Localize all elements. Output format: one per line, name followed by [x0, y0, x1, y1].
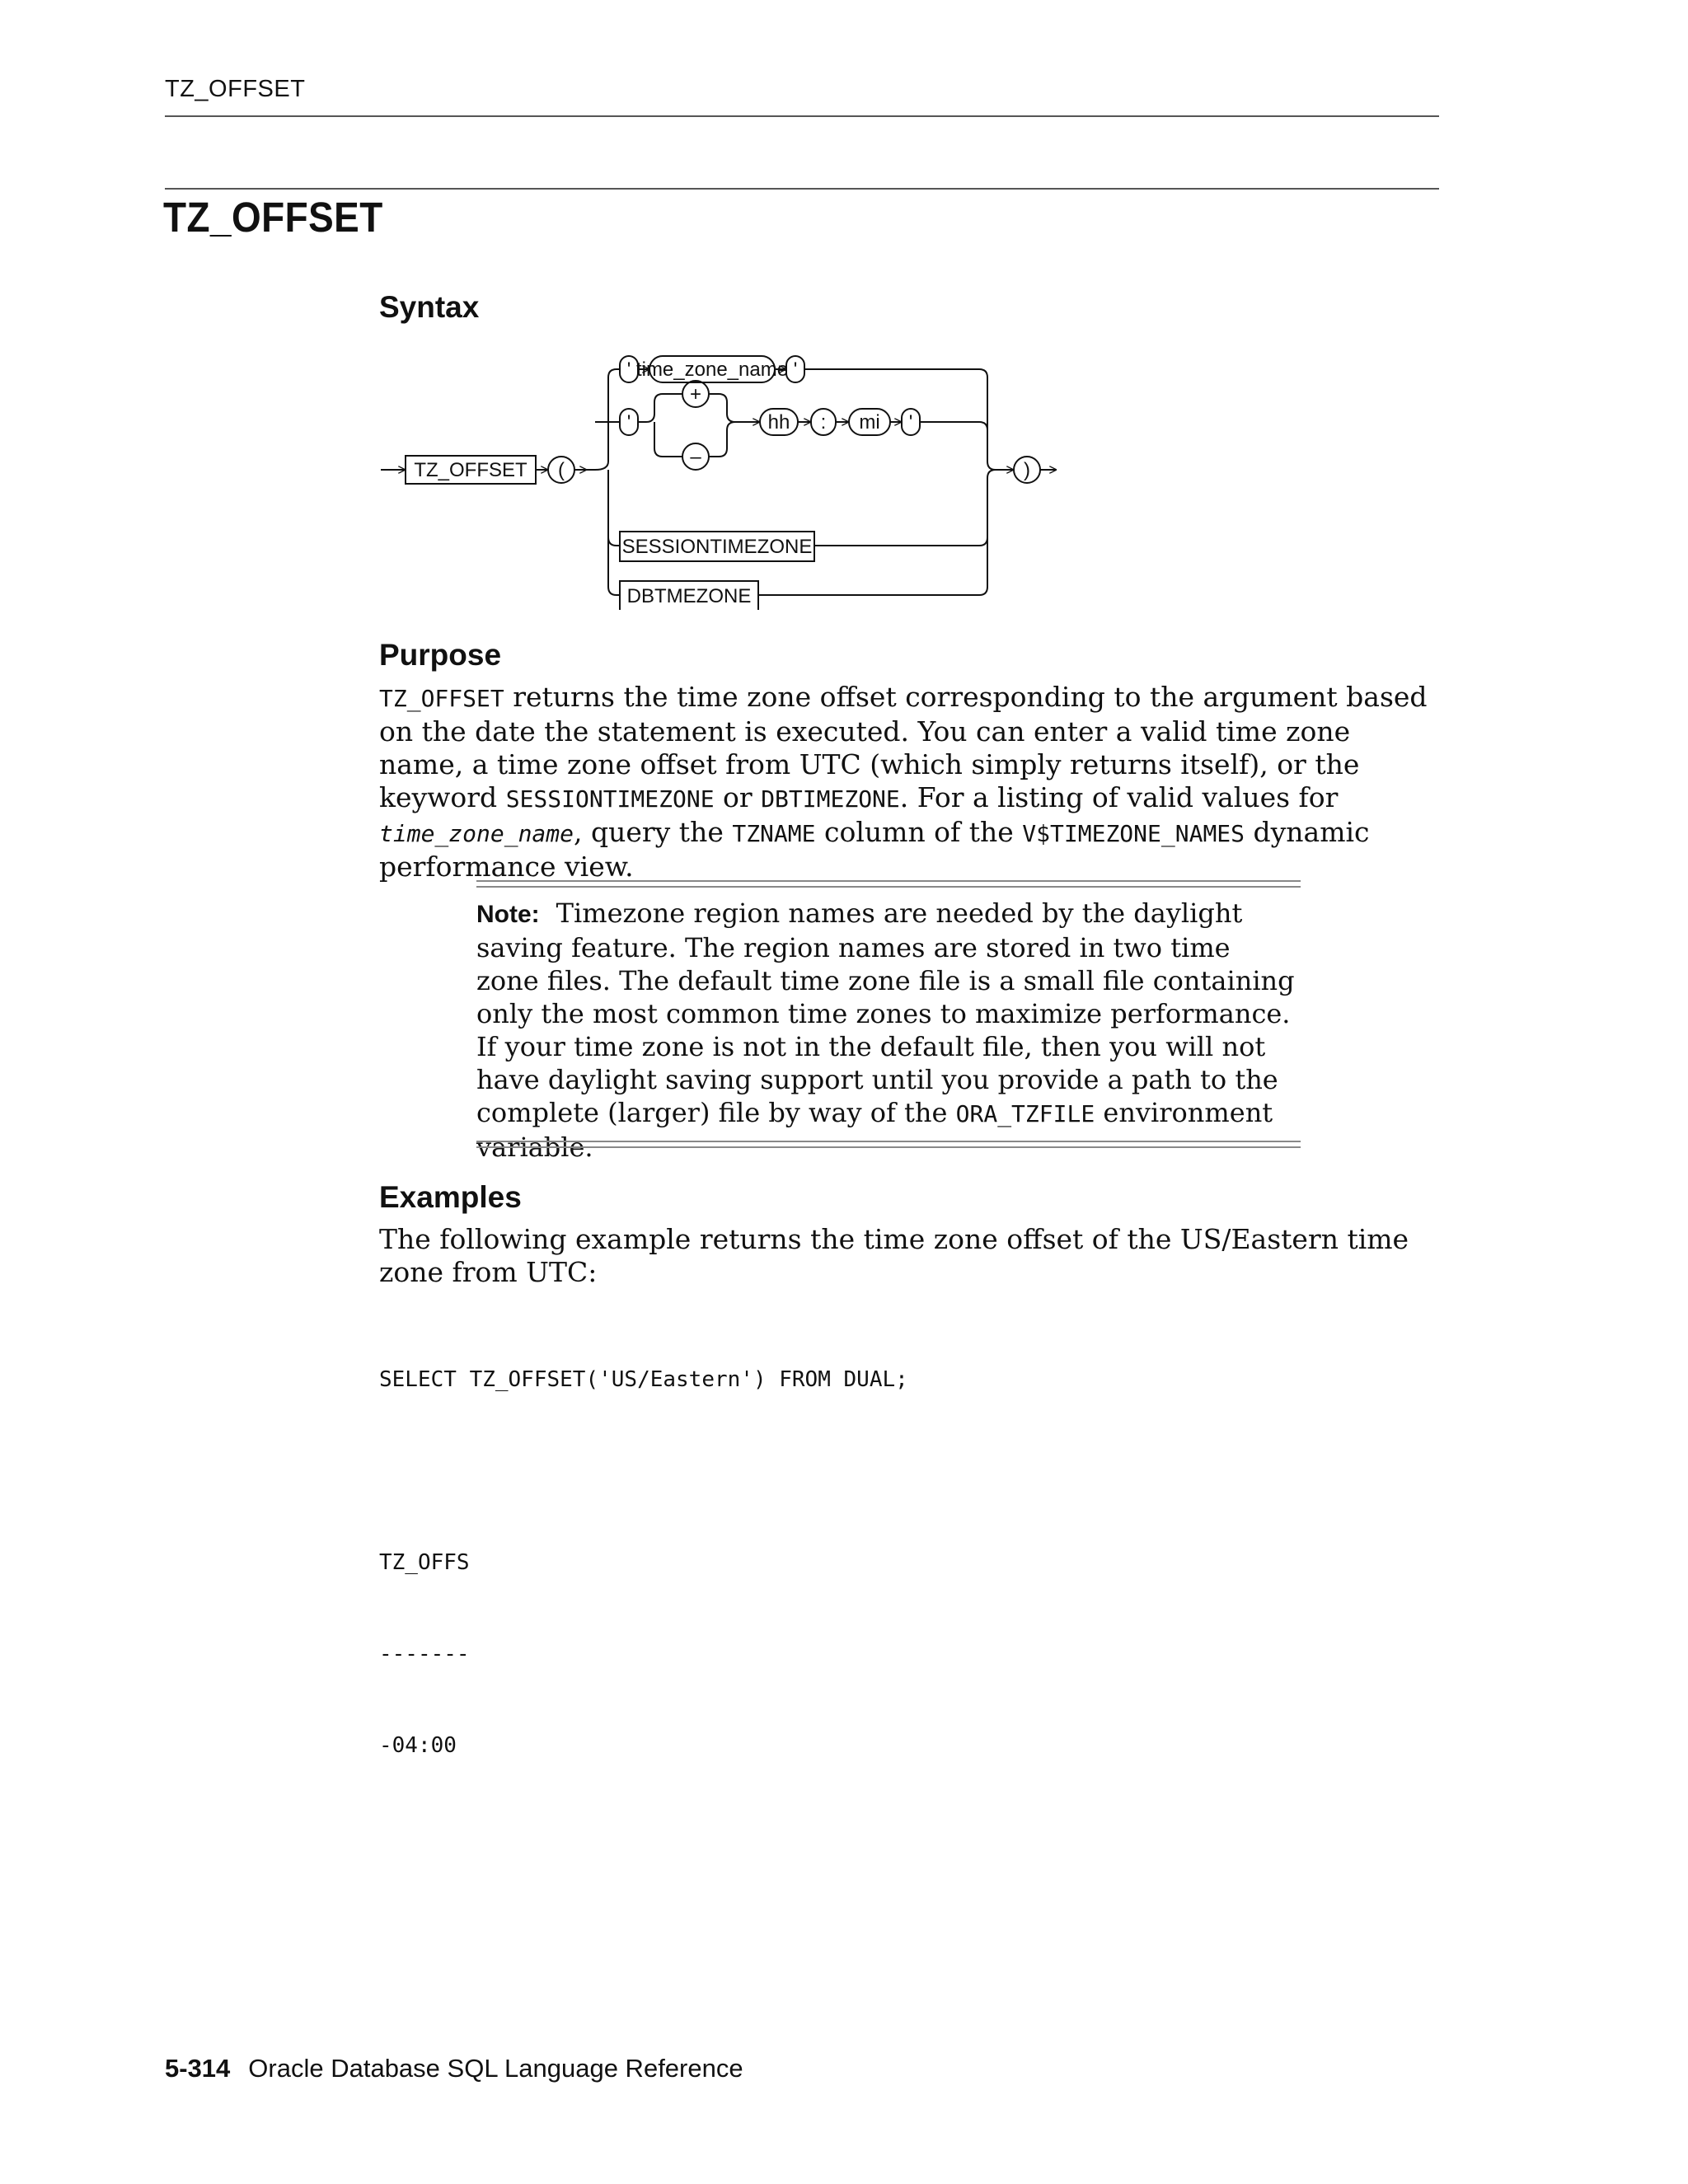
page-number: 5-314 — [165, 2054, 231, 2083]
page-footer — [165, 2054, 743, 2083]
quote-label-1: ' — [626, 359, 631, 381]
syntax-heading: Syntax — [379, 290, 480, 324]
note-label: Note: — [476, 901, 540, 928]
title-rule — [165, 188, 1439, 190]
code-line: ------- — [379, 1642, 470, 1666]
purpose-paragraph: TZ_OFFSET returns the time zone offset corresponding to the argument based on the date the statement is executed. You can enter a valid time zone name, a time zone offset from UTC (which simply returns itself), or the keyword SESSIONTIMEZONE or DBTIMEZONE. For a listing of valid values for time_zone_name, query the TZNAME column of the V$TIMEZONE_NAMES dynamic performance view. — [379, 681, 1428, 883]
dbtimezone-code: DBTIMEZONE — [761, 785, 900, 813]
timezone-names-view-code: V$TIMEZONE_NAMES — [1022, 820, 1245, 847]
tzname-code: TZNAME — [732, 820, 816, 847]
running-header: TZ_OFFSET — [165, 76, 306, 102]
code-example — [379, 1304, 908, 1792]
ora-tzfile-code: ORA_TZFILE — [955, 1100, 1095, 1127]
dbtimezone-label: DBTMEZONE — [626, 585, 752, 607]
syntax-diagram — [379, 346, 1071, 610]
quote-label-4: ' — [908, 411, 913, 434]
plus-label: + — [689, 383, 702, 405]
note-bottom-rule — [476, 1141, 1301, 1148]
code-line — [379, 1456, 908, 1487]
page-title: TZ_OFFSET — [163, 194, 383, 241]
colon-label: : — [820, 411, 827, 434]
examples-intro: The following example returns the time zone offset of the US/Eastern time zone from UTC: — [379, 1223, 1409, 1288]
open-paren-label: ( — [558, 459, 565, 481]
code-line: SELECT TZ_OFFSET('US/Eastern') FROM DUAL; — [379, 1367, 908, 1392]
book-title: Oracle Database SQL Language Reference — [248, 2054, 743, 2083]
note-text: Timezone region names are needed by the daylight saving feature. The region names are stored in two time zone files. The default time zone file is a small file containing only the most common time zones to maximize performance. If your time zone is not in the default file, then you will not have daylight saving support until you provide a path to the complete (larger) file by way of the — [476, 898, 1295, 1128]
sessiontimezone-code: SESSIONTIMEZONE — [505, 785, 715, 813]
examples-heading: Examples — [379, 1180, 522, 1214]
quote-label-2: ' — [793, 359, 798, 381]
close-paren-label: ) — [1024, 459, 1030, 481]
purpose-heading: Purpose — [379, 638, 502, 672]
note-box: Note: Timezone region names are needed by the daylight saving feature. The region names are stored in two time zone files. The default time zone file is a small file containing only the most common time zones to maximize performance. If your time zone is not in the default file, then you will not have daylight saving support until you provide a path to the complete (larger) file by way of the ORA_TZFILE environment variable. — [476, 898, 1295, 1163]
time-zone-name-label: time_zone_name — [635, 359, 789, 381]
mi-label: mi — [859, 411, 880, 434]
sessiontimezone-label: SESSIONTIMEZONE — [621, 536, 813, 558]
note-top-rule — [476, 880, 1301, 888]
minus-label: – — [690, 446, 701, 468]
tz-offset-code: TZ_OFFSET — [379, 685, 504, 712]
tz-offset-keyword: TZ_OFFSET — [414, 459, 528, 481]
time-zone-name-placeholder: time_zone_name — [379, 820, 574, 847]
left-branch-rail — [587, 369, 617, 595]
code-line: -04:00 — [379, 1733, 457, 1758]
quote-label-3: ' — [626, 411, 631, 434]
hh-label: hh — [767, 411, 790, 434]
code-line: TZ_OFFS — [379, 1550, 470, 1575]
header-rule — [165, 115, 1439, 117]
